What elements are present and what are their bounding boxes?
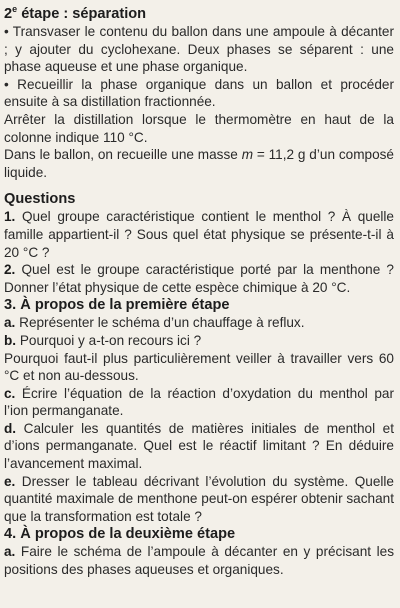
- step2-bullet-transvaser: • Transvaser le contenu du ballon dans une ampoule à décanter ; y ajouter du cyclohexane. Deux phases se séparent : une phase aqueuse et une phase organique.: [4, 24, 394, 75]
- step2-heading-text: étape : séparation: [17, 6, 147, 22]
- question-2-number: 2.: [4, 262, 16, 278]
- step2-bullet-recueillir: • Recueillir la phase organique dans un ballon et procéder ensuite à sa distillation fractionnée.: [4, 76, 394, 110]
- question-3d-text: Calculer les quantités de matières initiales de menthol et d’ions permanganate. Quel est le réactif limitant ? En déduire l’avancement maximal.: [4, 420, 394, 472]
- question-3a: [4, 314, 394, 332]
- question-3a-number: a.: [4, 315, 16, 331]
- step2-stop-distillation: Arrêter la distillation lorsque le thermomètre en haut de la colonne indique 110 °C.: [4, 111, 394, 145]
- question-3c: [4, 385, 394, 420]
- section-4-heading: 4. À propos de la deuxième étape: [4, 526, 236, 543]
- step2-mass-result: [4, 146, 394, 181]
- mass-variable: m: [241, 147, 254, 163]
- question-3b: [4, 332, 394, 350]
- question-3c-number: c.: [4, 385, 16, 401]
- mass-text-after: = 11,2 g d’un composé liquide.: [4, 147, 394, 180]
- question-3b-number: b.: [4, 332, 17, 348]
- question-4a: [4, 543, 394, 578]
- step2-heading: [4, 5, 394, 23]
- section-gap: [4, 181, 394, 190]
- question-3b-text: Pourquoi y a-t-on recours ici ?: [16, 332, 202, 348]
- section-3-heading: 3. À propos de la première étape: [4, 297, 230, 314]
- question-1: [4, 208, 394, 261]
- question-3d-number: d.: [4, 420, 17, 436]
- question-1-number: 1.: [4, 209, 16, 225]
- question-3e: [4, 473, 394, 526]
- step2-heading-superscript: e: [12, 4, 18, 15]
- question-1-text: Quel groupe caractéristique contient le menthol ? À quelle famille appartient-il ? Sous quel état physique se présente-t-il à 20 °C ?: [4, 209, 394, 260]
- question-3e-number: e.: [4, 473, 16, 489]
- questions-heading: Questions: [4, 191, 76, 208]
- question-3c-text: Écrire l’équation de la réaction d’oxydation du menthol par l’ion permanganate.: [4, 385, 394, 419]
- question-4a-number: a.: [4, 544, 16, 560]
- question-3d: [4, 420, 394, 473]
- question-2: [4, 261, 394, 296]
- step2-heading-number: 2: [4, 6, 13, 22]
- question-4a-text: Faire le schéma de l’ampoule à décanter en y précisant les positions des phases aqueuses et organiques.: [4, 544, 394, 578]
- question-3b-followup: Pourquoi faut-il plus particulièrement veiller à travailler vers 60 °C et non au-dessous.: [4, 350, 394, 384]
- question-3e-text: Dresser le tableau décrivant l’évolution du système. Quelle quantité maximale de menthone peut-on espérer obtenir sachant que la transformation est totale ?: [4, 473, 394, 524]
- question-2-text: Quel est le groupe caractéristique porté par la menthone ? Donner l’état physique de cette espèce chimique à 20 °C.: [4, 262, 394, 295]
- question-3a-text: Représenter le schéma d’un chauffage à reflux.: [15, 315, 305, 331]
- mass-text-before: Dans le ballon, on recueille une masse: [4, 147, 242, 163]
